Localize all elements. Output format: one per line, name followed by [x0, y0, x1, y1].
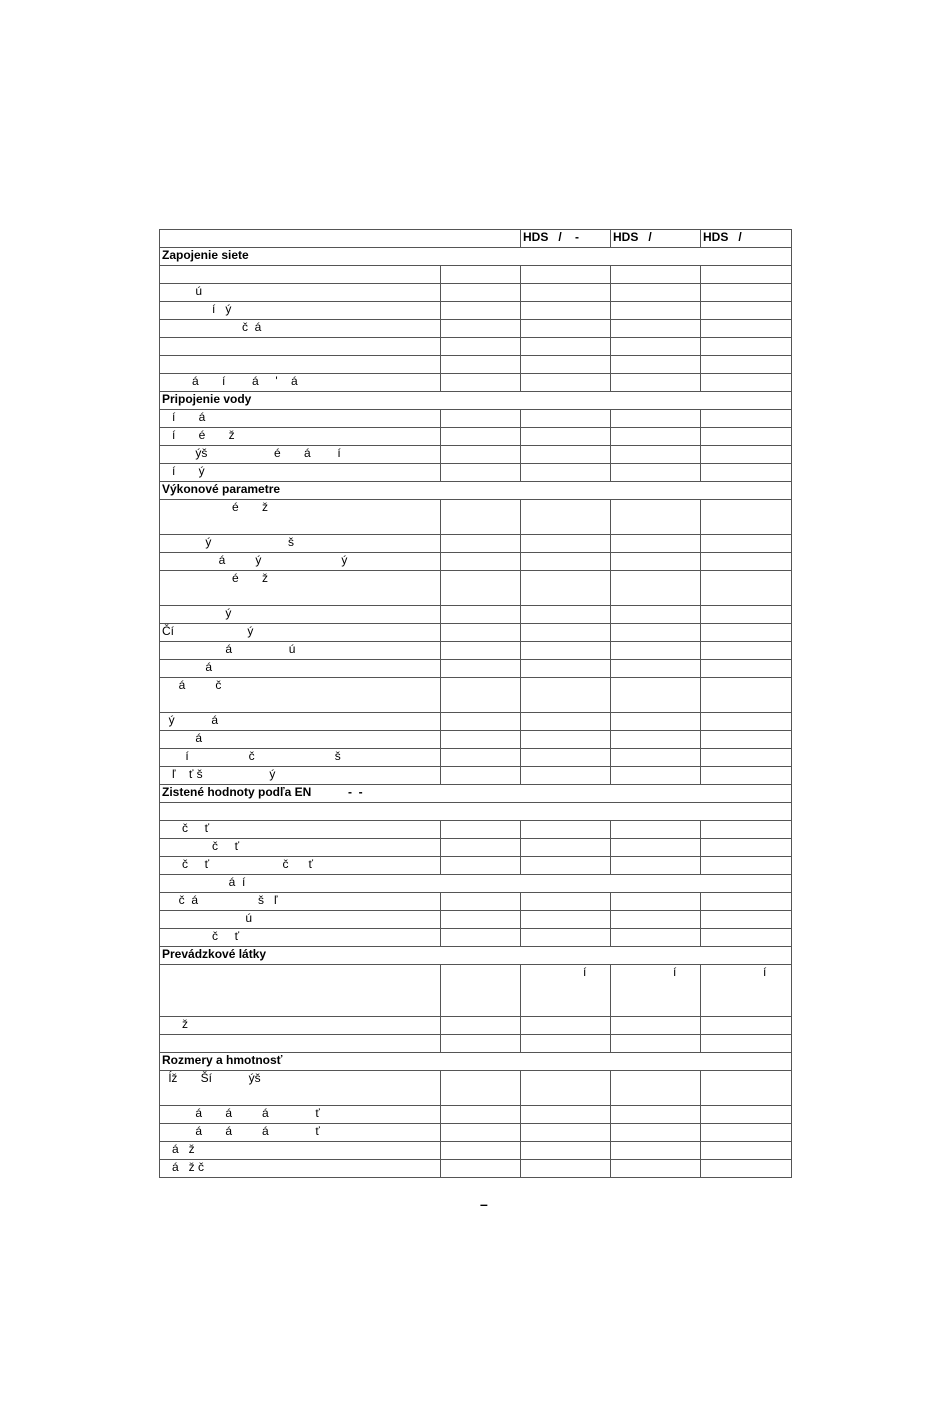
parameter-label [160, 803, 792, 821]
table-row [160, 320, 792, 338]
value-cell [611, 624, 701, 642]
parameter-label: č ť [160, 839, 441, 857]
table-row [160, 446, 792, 464]
parameter-label: č ť [160, 821, 441, 839]
section-title: Výkonové parametre [160, 482, 792, 500]
value-cell [701, 1160, 792, 1178]
parameter-label: ý á [160, 713, 441, 731]
unit-cell [441, 767, 521, 785]
table-row [160, 338, 792, 356]
unit-cell [441, 857, 521, 875]
parameter-label: Čí ý [160, 624, 441, 642]
value-cell [611, 660, 701, 678]
value-cell [611, 731, 701, 749]
table-row [160, 410, 792, 428]
value-cell [521, 356, 611, 374]
table-row [160, 1106, 792, 1124]
parameter-label: č á š ľ [160, 893, 441, 911]
table-row [160, 1142, 792, 1160]
unit-cell [441, 893, 521, 911]
section-header-row [160, 1053, 792, 1071]
value-cell [701, 893, 792, 911]
value-cell [701, 767, 792, 785]
value-cell [521, 374, 611, 392]
parameter-label: á í á ' á [160, 374, 441, 392]
value-cell [611, 1071, 701, 1106]
parameter-label [160, 338, 441, 356]
unit-cell [441, 535, 521, 553]
value-cell [611, 1106, 701, 1124]
unit-cell [441, 1071, 521, 1106]
table-row [160, 821, 792, 839]
unit-cell [441, 464, 521, 482]
section-header-row [160, 785, 792, 803]
parameter-label: á ý ý [160, 553, 441, 571]
parameter-label: á á á ť [160, 1124, 441, 1142]
table-row [160, 535, 792, 553]
value-cell: í [701, 965, 792, 1017]
value-cell [611, 1142, 701, 1160]
unit-cell [441, 500, 521, 535]
parameter-label: á á á ť [160, 1106, 441, 1124]
section-title: Zapojenie siete [160, 248, 792, 266]
parameter-label: á č [160, 678, 441, 713]
value-cell [521, 266, 611, 284]
value-cell [701, 374, 792, 392]
value-cell [611, 821, 701, 839]
parameter-label: í ý [160, 464, 441, 482]
value-cell [701, 749, 792, 767]
value-cell [521, 1106, 611, 1124]
unit-cell [441, 660, 521, 678]
table-row [160, 929, 792, 947]
parameter-label: ýš é á í [160, 446, 441, 464]
value-cell [611, 767, 701, 785]
parameter-label: č ť č ť [160, 857, 441, 875]
section-title: Prevádzkové látky [160, 947, 792, 965]
value-cell [701, 731, 792, 749]
unit-cell [441, 356, 521, 374]
unit-cell [441, 1142, 521, 1160]
value-cell [521, 500, 611, 535]
table-row [160, 731, 792, 749]
table-row [160, 374, 792, 392]
value-cell [611, 428, 701, 446]
value-cell [521, 642, 611, 660]
unit-cell [441, 1160, 521, 1178]
value-cell [701, 624, 792, 642]
value-cell [611, 410, 701, 428]
unit-cell [441, 374, 521, 392]
unit-cell [441, 1124, 521, 1142]
parameter-label: ý š [160, 535, 441, 553]
value-cell [701, 821, 792, 839]
parameter-label: ú [160, 284, 441, 302]
value-cell [521, 713, 611, 731]
value-cell [701, 446, 792, 464]
table-row [160, 428, 792, 446]
table-row [160, 875, 792, 893]
table-row [160, 893, 792, 911]
value-cell [521, 929, 611, 947]
unit-cell [441, 1017, 521, 1035]
table-row [160, 500, 792, 535]
unit-cell [441, 965, 521, 1017]
unit-cell [441, 320, 521, 338]
parameter-label: é ž [160, 500, 441, 535]
value-cell [611, 338, 701, 356]
value-cell [701, 428, 792, 446]
parameter-label [160, 266, 441, 284]
value-cell [701, 500, 792, 535]
parameter-label: í é ž [160, 428, 441, 446]
value-cell [611, 749, 701, 767]
value-cell [521, 1142, 611, 1160]
parameter-label: ý [160, 606, 441, 624]
value-cell [611, 857, 701, 875]
value-cell [701, 660, 792, 678]
value-cell [521, 284, 611, 302]
section-header-row [160, 947, 792, 965]
parameter-label: č ť [160, 929, 441, 947]
value-cell [521, 731, 611, 749]
value-cell [701, 1035, 792, 1053]
parameter-label: ĺž Ší ýš [160, 1071, 441, 1106]
table-row [160, 571, 792, 606]
value-cell [611, 446, 701, 464]
value-cell [521, 464, 611, 482]
table-row [160, 749, 792, 767]
parameter-label [160, 356, 441, 374]
value-cell [701, 356, 792, 374]
value-cell [701, 464, 792, 482]
table-row [160, 642, 792, 660]
value-cell [611, 929, 701, 947]
unit-cell [441, 911, 521, 929]
value-cell [521, 553, 611, 571]
table-body [160, 230, 792, 1178]
table-row [160, 911, 792, 929]
unit-cell [441, 606, 521, 624]
value-cell [701, 338, 792, 356]
table-row [160, 553, 792, 571]
value-cell [521, 821, 611, 839]
value-cell [521, 857, 611, 875]
value-cell [521, 410, 611, 428]
value-cell [611, 893, 701, 911]
unit-cell [441, 428, 521, 446]
parameter-label: ľ ť š ý [160, 767, 441, 785]
parameter-label [160, 1035, 441, 1053]
value-cell [521, 660, 611, 678]
parameter-label: á [160, 731, 441, 749]
value-cell [611, 374, 701, 392]
unit-cell [441, 1035, 521, 1053]
parameter-label [160, 965, 441, 1017]
table-row [160, 266, 792, 284]
value-cell [521, 911, 611, 929]
value-cell [521, 571, 611, 606]
value-cell [701, 929, 792, 947]
value-cell: í [521, 965, 611, 1017]
value-cell [611, 284, 701, 302]
unit-cell [441, 731, 521, 749]
unit-cell [441, 839, 521, 857]
section-title: Pripojenie vody [160, 392, 792, 410]
value-cell [611, 911, 701, 929]
value-cell [611, 266, 701, 284]
unit-cell [441, 642, 521, 660]
parameter-label: í ý [160, 302, 441, 320]
value-cell [701, 678, 792, 713]
section-title: Zistené hodnoty podľa EN - - [160, 785, 792, 803]
value-cell [701, 1017, 792, 1035]
unit-cell [441, 410, 521, 428]
value-cell [701, 606, 792, 624]
value-cell [521, 535, 611, 553]
value-cell [701, 302, 792, 320]
value-cell [701, 410, 792, 428]
table-row [160, 1124, 792, 1142]
unit-cell [441, 713, 521, 731]
value-cell [611, 678, 701, 713]
unit-cell [441, 266, 521, 284]
value-cell [611, 606, 701, 624]
value-cell [521, 606, 611, 624]
value-cell [611, 1035, 701, 1053]
value-cell [521, 678, 611, 713]
table-row [160, 1017, 792, 1035]
table-row [160, 606, 792, 624]
value-cell [521, 749, 611, 767]
unit-cell [441, 446, 521, 464]
value-cell [521, 767, 611, 785]
unit-cell [441, 749, 521, 767]
value-cell [521, 320, 611, 338]
section-title: Rozmery a hmotnosť [160, 1053, 792, 1071]
table-row [160, 624, 792, 642]
value-cell [521, 428, 611, 446]
parameter-label: á [160, 660, 441, 678]
value-cell [611, 535, 701, 553]
value-cell [701, 1071, 792, 1106]
table-row [160, 965, 792, 1017]
value-cell [701, 1124, 792, 1142]
table-row [160, 678, 792, 713]
value-cell [611, 1124, 701, 1142]
value-cell [521, 893, 611, 911]
value-cell [521, 1071, 611, 1106]
value-cell [611, 713, 701, 731]
table-row [160, 803, 792, 821]
value-cell [611, 356, 701, 374]
parameter-label: í á [160, 410, 441, 428]
value-cell [611, 500, 701, 535]
value-cell [521, 839, 611, 857]
table-row [160, 1035, 792, 1053]
value-cell [611, 1160, 701, 1178]
value-cell [611, 464, 701, 482]
model-1-header: HDS / - [521, 230, 611, 248]
parameter-label: á í [160, 875, 792, 893]
model-2-header: HDS / [611, 230, 701, 248]
table-row [160, 284, 792, 302]
table-row [160, 302, 792, 320]
unit-cell [441, 302, 521, 320]
value-cell [521, 302, 611, 320]
value-cell [701, 1142, 792, 1160]
value-cell [701, 320, 792, 338]
value-cell [701, 642, 792, 660]
unit-cell [441, 624, 521, 642]
value-cell [521, 1124, 611, 1142]
parameter-label: č á [160, 320, 441, 338]
value-cell [611, 1017, 701, 1035]
header-blank-cell [160, 230, 521, 248]
value-cell [701, 535, 792, 553]
value-cell [701, 839, 792, 857]
unit-cell [441, 678, 521, 713]
section-header-row [160, 482, 792, 500]
value-cell [521, 1035, 611, 1053]
unit-cell [441, 1106, 521, 1124]
parameter-label: ž [160, 1017, 441, 1035]
unit-cell [441, 338, 521, 356]
unit-cell [441, 284, 521, 302]
value-cell [611, 571, 701, 606]
value-cell [521, 1017, 611, 1035]
value-cell [521, 446, 611, 464]
table-row [160, 857, 792, 875]
table-row [160, 1160, 792, 1178]
section-header-row [160, 248, 792, 266]
value-cell [611, 839, 701, 857]
value-cell [701, 713, 792, 731]
unit-cell [441, 821, 521, 839]
value-cell [611, 642, 701, 660]
value-cell [701, 571, 792, 606]
value-cell [521, 624, 611, 642]
table-row [160, 356, 792, 374]
value-cell: í [611, 965, 701, 1017]
value-cell [701, 1106, 792, 1124]
unit-cell [441, 553, 521, 571]
parameter-label: á ž [160, 1142, 441, 1160]
parameter-label: á ú [160, 642, 441, 660]
table-row [160, 1071, 792, 1106]
page-number: – [480, 1196, 488, 1212]
value-cell [701, 857, 792, 875]
table-row [160, 767, 792, 785]
parameter-label: ú [160, 911, 441, 929]
value-cell [521, 338, 611, 356]
value-cell [611, 302, 701, 320]
model-header-row [160, 230, 792, 248]
parameter-label: á ž č [160, 1160, 441, 1178]
section-header-row [160, 392, 792, 410]
table-row [160, 660, 792, 678]
unit-cell [441, 571, 521, 606]
value-cell [521, 1160, 611, 1178]
unit-cell [441, 929, 521, 947]
parameter-label: í č š [160, 749, 441, 767]
table-row [160, 464, 792, 482]
value-cell [701, 266, 792, 284]
model-3-header: HDS / [701, 230, 792, 248]
table-row [160, 839, 792, 857]
value-cell [611, 553, 701, 571]
value-cell [701, 911, 792, 929]
parameter-label: é ž [160, 571, 441, 606]
value-cell [701, 553, 792, 571]
specifications-table [159, 229, 792, 1178]
table-row [160, 713, 792, 731]
value-cell [611, 320, 701, 338]
value-cell [701, 284, 792, 302]
